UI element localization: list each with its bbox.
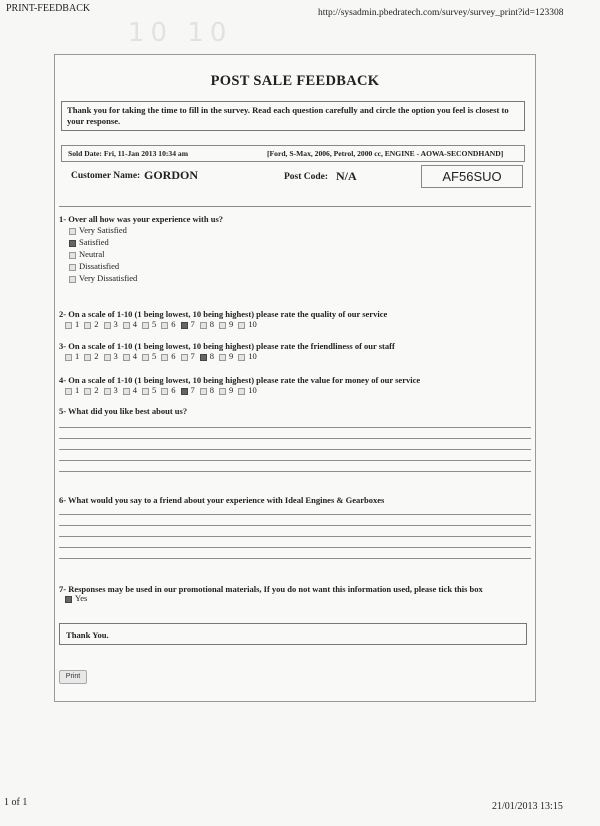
scale-option-4[interactable]: 4 xyxy=(123,385,137,395)
checkbox[interactable] xyxy=(181,354,188,361)
answer-line xyxy=(59,438,531,439)
checkbox[interactable] xyxy=(161,354,168,361)
question-4: 4- On a scale of 1-10 (1 being lowest, 10 being highest) please rate the value for money of our service xyxy=(59,375,421,385)
scale-option-7[interactable]: 7 xyxy=(181,319,195,329)
checkbox-checked[interactable] xyxy=(65,596,72,603)
feedback-form xyxy=(54,54,536,702)
q1-option-very-dissatisfied[interactable]: Very Dissatisfied xyxy=(69,273,137,283)
q3-scale xyxy=(65,351,262,361)
q2-scale xyxy=(65,319,262,329)
scale-option-4[interactable]: 4 xyxy=(123,319,137,329)
checkbox[interactable] xyxy=(65,354,72,361)
thank-you-box xyxy=(59,623,527,645)
scale-option-8[interactable]: 8 xyxy=(200,385,214,395)
checkbox[interactable] xyxy=(219,354,226,361)
answer-line xyxy=(59,547,531,548)
scale-option-8[interactable]: 8 xyxy=(200,319,214,329)
checkbox[interactable] xyxy=(84,354,91,361)
scale-option-3[interactable]: 3 xyxy=(104,351,118,361)
checkbox[interactable] xyxy=(69,228,76,235)
vehicle-info: [Ford, S-Max, 2006, Petrol, 2000 cc, ENGINE - AOWA-SECONDHAND] xyxy=(267,149,504,158)
checkbox[interactable] xyxy=(142,354,149,361)
customer-name-label: Customer Name: xyxy=(71,171,141,181)
scale-option-10[interactable]: 10 xyxy=(238,319,257,329)
scale-option-1[interactable]: 1 xyxy=(65,351,79,361)
scale-option-5[interactable]: 5 xyxy=(142,351,156,361)
checkbox[interactable] xyxy=(161,322,168,329)
question-6: 6- What would you say to a friend about your experience with Ideal Engines & Gearboxes xyxy=(59,495,385,505)
scale-option-4[interactable]: 4 xyxy=(123,351,137,361)
scale-option-9[interactable]: 9 xyxy=(219,319,233,329)
divider xyxy=(59,206,531,207)
question-3: 3- On a scale of 1-10 (1 being lowest, 10 being highest) please rate the friendliness of our staff xyxy=(59,341,395,351)
scale-option-2[interactable]: 2 xyxy=(84,319,98,329)
checkbox[interactable] xyxy=(219,388,226,395)
checkbox-checked[interactable] xyxy=(69,240,76,247)
question-2: 2- On a scale of 1-10 (1 being lowest, 10 being highest) please rate the quality of our service xyxy=(59,309,388,319)
scale-option-9[interactable]: 9 xyxy=(219,385,233,395)
scale-option-3[interactable]: 3 xyxy=(104,319,118,329)
answer-line xyxy=(59,427,531,428)
post-code-label: Post Code: xyxy=(284,172,329,182)
checkbox[interactable] xyxy=(123,322,130,329)
checkbox-checked[interactable] xyxy=(181,322,188,329)
sold-date xyxy=(68,149,188,158)
page-title: PRINT-FEEDBACK xyxy=(6,3,91,14)
answer-line xyxy=(59,558,531,559)
checkbox[interactable] xyxy=(142,388,149,395)
scale-option-6[interactable]: 6 xyxy=(161,385,175,395)
sold-date-label: Sold Date: xyxy=(68,149,102,158)
question-1: 1- Over all how was your experience with us? xyxy=(59,214,224,224)
form-title: POST SALE FEEDBACK xyxy=(210,73,380,89)
scale-option-5[interactable]: 5 xyxy=(142,319,156,329)
answer-line xyxy=(59,525,531,526)
scale-option-8[interactable]: 8 xyxy=(200,351,214,361)
checkbox[interactable] xyxy=(238,354,245,361)
scale-option-7[interactable]: 7 xyxy=(181,351,195,361)
scale-option-2[interactable]: 2 xyxy=(84,385,98,395)
checkbox[interactable] xyxy=(84,322,91,329)
scale-option-3[interactable]: 3 xyxy=(104,385,118,395)
checkbox[interactable] xyxy=(69,264,76,271)
question-7: 7- Responses may be used in our promotional materials, If you do not want this information used, please tick this box xyxy=(59,584,483,594)
page-count: 1 of 1 xyxy=(4,797,28,808)
checkbox[interactable] xyxy=(69,252,76,259)
checkbox[interactable] xyxy=(123,354,130,361)
checkbox[interactable] xyxy=(84,388,91,395)
handwritten-mark: 10 10 xyxy=(128,18,233,48)
checkbox[interactable] xyxy=(200,388,207,395)
scale-option-6[interactable]: 6 xyxy=(161,319,175,329)
intro-text: Thank you for taking the time to fill in the survey. Read each question carefully and circle the option you feel is closest to your response. xyxy=(61,101,525,131)
checkbox[interactable] xyxy=(123,388,130,395)
answer-line xyxy=(59,471,531,472)
scale-option-9[interactable]: 9 xyxy=(219,351,233,361)
q4-scale xyxy=(65,385,262,395)
page-url: http://sysadmin.pbedratech.com/survey/survey_print?id=123308 xyxy=(318,8,564,18)
answer-line xyxy=(59,514,531,515)
checkbox[interactable] xyxy=(238,388,245,395)
checkbox[interactable] xyxy=(219,322,226,329)
q7-option-yes[interactable]: Yes xyxy=(65,593,87,603)
customer-name-value: GORDON xyxy=(144,168,198,182)
scale-option-7[interactable]: 7 xyxy=(181,385,195,395)
scale-option-1[interactable]: 1 xyxy=(65,385,79,395)
print-datetime: 21/01/2013 13:15 xyxy=(492,801,563,812)
answer-line xyxy=(59,449,531,450)
scale-option-10[interactable]: 10 xyxy=(238,351,257,361)
checkbox[interactable] xyxy=(104,354,111,361)
checkbox[interactable] xyxy=(65,322,72,329)
checkbox[interactable] xyxy=(142,322,149,329)
q1-option-very-satisfied[interactable]: Very Satisfied xyxy=(69,225,127,235)
q1-option-neutral[interactable]: Neutral xyxy=(69,249,105,259)
checkbox[interactable] xyxy=(104,388,111,395)
question-5: 5- What did you like best about us? xyxy=(59,406,188,416)
registration-box: AF56SUO xyxy=(421,165,523,188)
q1-option-dissatisfied[interactable]: Dissatisfied xyxy=(69,261,119,271)
scale-option-2[interactable]: 2 xyxy=(84,351,98,361)
answer-line xyxy=(59,460,531,461)
checkbox[interactable] xyxy=(69,276,76,283)
scale-option-10[interactable]: 10 xyxy=(238,385,257,395)
checkbox[interactable] xyxy=(200,322,207,329)
print-button[interactable]: Print xyxy=(59,670,87,684)
post-code-value: N/A xyxy=(336,169,357,183)
checkbox[interactable] xyxy=(161,388,168,395)
thank-you-text: Thank You. xyxy=(66,630,109,640)
checkbox[interactable] xyxy=(238,322,245,329)
sale-info-box xyxy=(61,145,525,162)
scale-option-1[interactable]: 1 xyxy=(65,319,79,329)
q1-option-satisfied[interactable]: Satisfied xyxy=(69,237,109,247)
sold-date-value: Fri, 11-Jan 2013 10:34 am xyxy=(103,149,189,158)
checkbox-checked[interactable] xyxy=(181,388,188,395)
scale-option-5[interactable]: 5 xyxy=(142,385,156,395)
answer-line xyxy=(59,536,531,537)
checkbox-checked[interactable] xyxy=(200,354,207,361)
checkbox[interactable] xyxy=(65,388,72,395)
scale-option-6[interactable]: 6 xyxy=(161,351,175,361)
checkbox[interactable] xyxy=(104,322,111,329)
